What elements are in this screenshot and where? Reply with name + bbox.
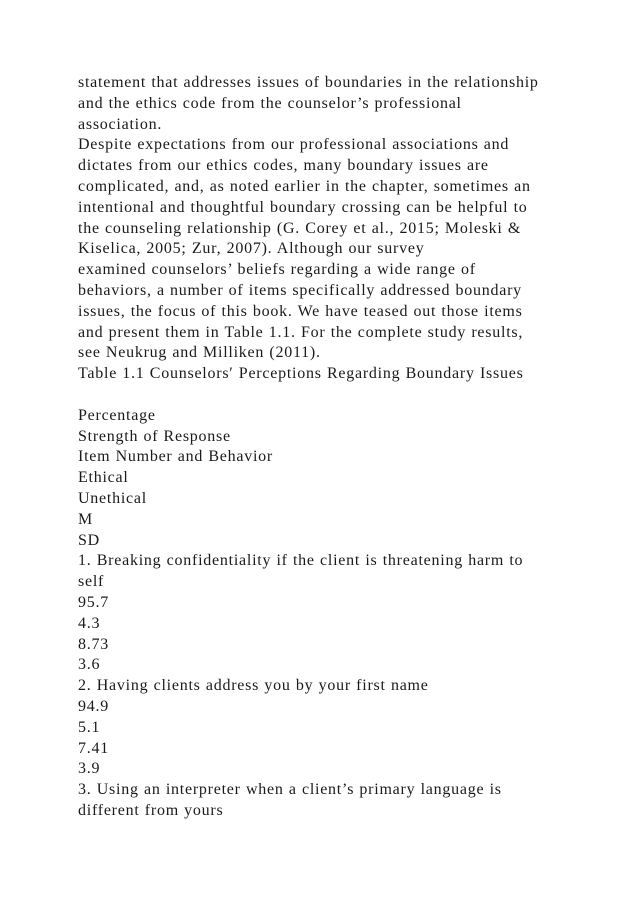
text-line: 2. Having clients address you by your first name [78, 677, 429, 695]
text-line [78, 385, 618, 406]
text-line: 3.6 [78, 656, 101, 674]
text-line: Percentage [78, 406, 156, 424]
text-line: issues, the focus of this book. We have teased out those items [78, 302, 523, 320]
text-line: dictates from our ethics codes, many boundary issues are [78, 157, 489, 175]
text-line: statement that addresses issues of boundaries in the relationship [78, 74, 539, 91]
text-line: and the ethics code from the counselor’s professional [78, 94, 462, 112]
text-line: behaviors, a number of items specifically addressed boundary [78, 281, 522, 299]
text-line: 3.9 [78, 760, 101, 778]
text-line: examined counselors’ beliefs regarding a wide range of [78, 261, 476, 279]
text-line: see Neukrug and Milliken (2011). [78, 344, 321, 362]
text-line: 3. Using an interpreter when a client’s primary language is [78, 781, 502, 799]
text-line: 95.7 [78, 593, 109, 611]
text-line: complicated, and, as noted earlier in the chapter, sometimes an [78, 177, 531, 195]
text-line: Ethical [78, 469, 129, 487]
text-line: M [78, 510, 93, 528]
text-line: Table 1.1 Counselors′ Perceptions Regarding Boundary Issues [78, 365, 524, 383]
text-line: Strength of Response [78, 427, 231, 445]
text-line: association. [78, 115, 163, 133]
text-line: Kiselica, 2005; Zur, 2007). Although our survey [78, 240, 425, 258]
text-line: self [78, 573, 105, 591]
text-line: 94.9 [78, 697, 109, 715]
text-line: Unethical [78, 489, 147, 507]
text-line: Item Number and Behavior [78, 448, 273, 466]
text-line: SD [78, 531, 100, 549]
body-text [78, 73, 618, 822]
text-line: different from yours [78, 801, 224, 819]
text-line: 1. Breaking confidentiality if the client is threatening harm to [78, 552, 524, 570]
text-line: Despite expectations from our professional associations and [78, 136, 510, 154]
text-line: 7.41 [78, 739, 109, 757]
text-line: 5.1 [78, 718, 101, 736]
text-line: the counseling relationship (G. Corey et al., 2015; Moleski & [78, 219, 522, 237]
text-line: and present them in Table 1.1. For the complete study results, [78, 323, 524, 341]
text-line: 8.73 [78, 635, 109, 653]
text-line: intentional and thoughtful boundary crossing can be helpful to [78, 198, 528, 216]
text-line: 4.3 [78, 614, 101, 632]
